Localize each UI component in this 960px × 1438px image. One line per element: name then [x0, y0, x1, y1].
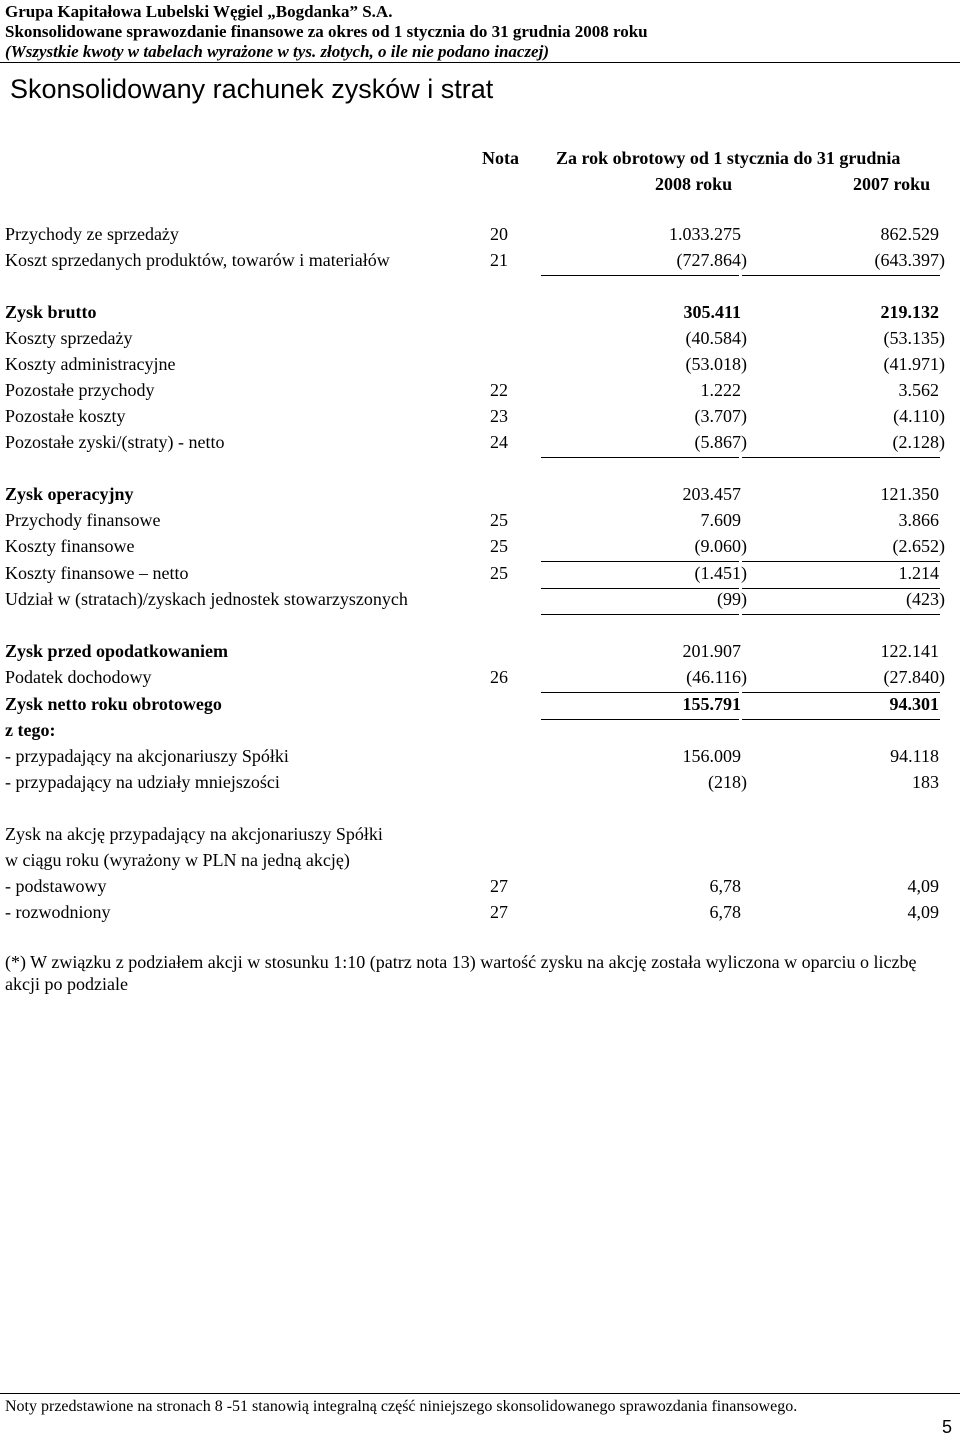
value-2007: 219.132	[880, 302, 939, 322]
value-2008: (99)	[717, 589, 747, 609]
row-label: Zysk netto roku obrotowego	[5, 694, 222, 714]
row-nota: 25	[490, 563, 508, 583]
value-2007: 4,09	[907, 902, 939, 922]
amounts-note: (Wszystkie kwoty w tabelach wyrażone w tys. złotych, o ile nie podano inaczej)	[5, 42, 549, 61]
value-2007: (2.652)	[892, 536, 945, 556]
row-label: Pozostałe przychody	[5, 380, 155, 400]
value-2008: 6,78	[709, 876, 741, 896]
value-2008: (218)	[708, 772, 747, 792]
row-nota: 22	[490, 380, 508, 400]
row-nota: 27	[490, 876, 508, 896]
table-row	[0, 563, 960, 589]
column-header-nota: Nota	[482, 148, 519, 168]
value-2007: 4,09	[907, 876, 939, 896]
row-nota: 20	[490, 224, 508, 244]
table-row	[0, 224, 960, 250]
value-2008: 7.609	[700, 510, 741, 530]
report-period: Skonsolidowane sprawozdanie finansowe za okres od 1 stycznia do 31 grudnia 2008 roku	[5, 22, 648, 41]
value-2008: 6,78	[709, 902, 741, 922]
subtotal-rule	[541, 614, 739, 615]
table-row	[0, 302, 960, 328]
value-2007: 183	[912, 772, 939, 792]
value-2008: (3.707)	[694, 406, 747, 426]
row-label: Zysk brutto	[5, 302, 97, 322]
table-row	[0, 484, 960, 510]
value-2008: (9.060)	[694, 536, 747, 556]
value-2007: 3.562	[898, 380, 939, 400]
value-2008: 305.411	[683, 302, 741, 322]
table-row	[0, 432, 960, 458]
row-label: Koszty finansowe	[5, 536, 135, 556]
value-2008: (53.018)	[685, 354, 747, 374]
column-header-period: Za rok obrotowy od 1 stycznia do 31 grudnia	[556, 148, 901, 168]
value-2008: 201.907	[682, 641, 741, 661]
row-label: Podatek dochodowy	[5, 667, 152, 687]
row-nota: 27	[490, 902, 508, 922]
value-2008: (727.864)	[676, 250, 747, 270]
company-name: Grupa Kapitałowa Lubelski Węgiel „Bogdanka” S.A.	[5, 2, 393, 21]
table-row	[0, 824, 960, 850]
value-2007: 1.214	[898, 563, 939, 583]
value-2008: (5.867)	[694, 432, 747, 452]
table-row	[0, 720, 960, 746]
page-number: 5	[941, 1417, 952, 1437]
row-label: - przypadający na udziały mniejszości	[5, 772, 280, 792]
value-2008: 156.009	[682, 746, 741, 766]
value-2007: (41.971)	[883, 354, 945, 374]
value-2008: (46.116)	[686, 667, 747, 687]
row-label: Zysk przed opodatkowaniem	[5, 641, 229, 661]
table-row	[0, 536, 960, 562]
table-row	[0, 746, 960, 772]
column-header-2008: 2008 roku	[655, 174, 733, 194]
subtotal-rule	[541, 692, 739, 693]
row-label: Przychody ze sprzedaży	[5, 224, 179, 244]
row-label: Zysk na akcję przypadający na akcjonariuszy Spółki	[5, 824, 383, 844]
subtotal-rule	[742, 614, 940, 615]
column-header-2007: 2007 roku	[853, 174, 931, 194]
value-2007: 122.141	[880, 641, 939, 661]
row-label: Koszty administracyjne	[5, 354, 176, 374]
table-row	[0, 250, 960, 276]
row-label: Udział w (stratach)/zyskach jednostek stowarzyszonych	[5, 589, 408, 609]
row-nota: 24	[490, 432, 508, 452]
table-row	[0, 641, 960, 667]
value-2007: (27.840)	[883, 667, 945, 687]
row-nota: 21	[490, 250, 508, 270]
table-row	[0, 406, 960, 432]
row-nota: 25	[490, 536, 508, 556]
row-label: Zysk operacyjny	[5, 484, 134, 504]
table-row	[0, 902, 960, 928]
row-label: Pozostałe koszty	[5, 406, 126, 426]
subtotal-rule	[742, 457, 940, 458]
row-label: - przypadający na akcjonariuszy Spółki	[5, 746, 289, 766]
table-row	[0, 510, 960, 536]
table-row	[0, 876, 960, 902]
subtotal-rule	[541, 561, 739, 562]
value-2008: 1.222	[700, 380, 741, 400]
eps-footnote: (*) W związku z podziałem akcji w stosunku 1:10 (patrz nota 13) wartość zysku na akcję została wyliczona w oparciu o liczbę akcji po podziale	[5, 952, 917, 994]
row-label: Koszt sprzedanych produktów, towarów i materiałów	[5, 250, 390, 270]
header-divider	[0, 62, 960, 63]
table-row	[0, 380, 960, 406]
value-2007: (4.110)	[893, 406, 945, 426]
value-2008: (1.451)	[694, 563, 747, 583]
page-footer: Noty przedstawione na stronach 8 -51 stanowią integralną część niniejszego skonsolidowanego sprawozdania finansowego.	[5, 1398, 798, 1415]
table-row	[0, 589, 960, 615]
value-2007: 94.301	[889, 694, 939, 714]
value-2007: (423)	[906, 589, 945, 609]
row-nota: 25	[490, 510, 508, 530]
value-2007: 94.118	[890, 746, 939, 766]
value-2007: (53.135)	[883, 328, 945, 348]
row-label: z tego:	[5, 720, 56, 740]
table-row	[0, 772, 960, 798]
row-label: w ciągu roku (wyrażony w PLN na jedną akcję)	[5, 850, 350, 870]
value-2007: 862.529	[880, 224, 939, 244]
table-row	[0, 850, 960, 876]
row-label: Pozostałe zyski/(straty) - netto	[5, 432, 225, 452]
value-2008: 203.457	[682, 484, 741, 504]
value-2007: 121.350	[880, 484, 939, 504]
value-2007: (2.128)	[892, 432, 945, 452]
row-nota: 26	[490, 667, 508, 687]
value-2008: 155.791	[682, 694, 741, 714]
row-nota: 23	[490, 406, 508, 426]
subtotal-rule	[742, 275, 940, 276]
row-label: Koszty sprzedaży	[5, 328, 133, 348]
subtotal-rule	[742, 561, 940, 562]
value-2008: (40.584)	[685, 328, 747, 348]
footer-divider	[0, 1393, 960, 1394]
subtotal-rule	[541, 457, 739, 458]
document-header	[5, 2, 648, 62]
row-label: Koszty finansowe – netto	[5, 563, 189, 583]
value-2007: (643.397)	[874, 250, 945, 270]
table-row	[0, 694, 960, 720]
table-row	[0, 667, 960, 693]
value-2008: 1.033.275	[669, 224, 741, 244]
row-label: Przychody finansowe	[5, 510, 161, 530]
subtotal-rule	[742, 692, 940, 693]
row-label: - rozwodniony	[5, 902, 111, 922]
value-2007: 3.866	[898, 510, 939, 530]
table-row	[0, 354, 960, 380]
page-title: Skonsolidowany rachunek zysków i strat	[10, 74, 494, 104]
table-row	[0, 328, 960, 354]
row-label: - podstawowy	[5, 876, 107, 896]
subtotal-rule	[541, 275, 739, 276]
